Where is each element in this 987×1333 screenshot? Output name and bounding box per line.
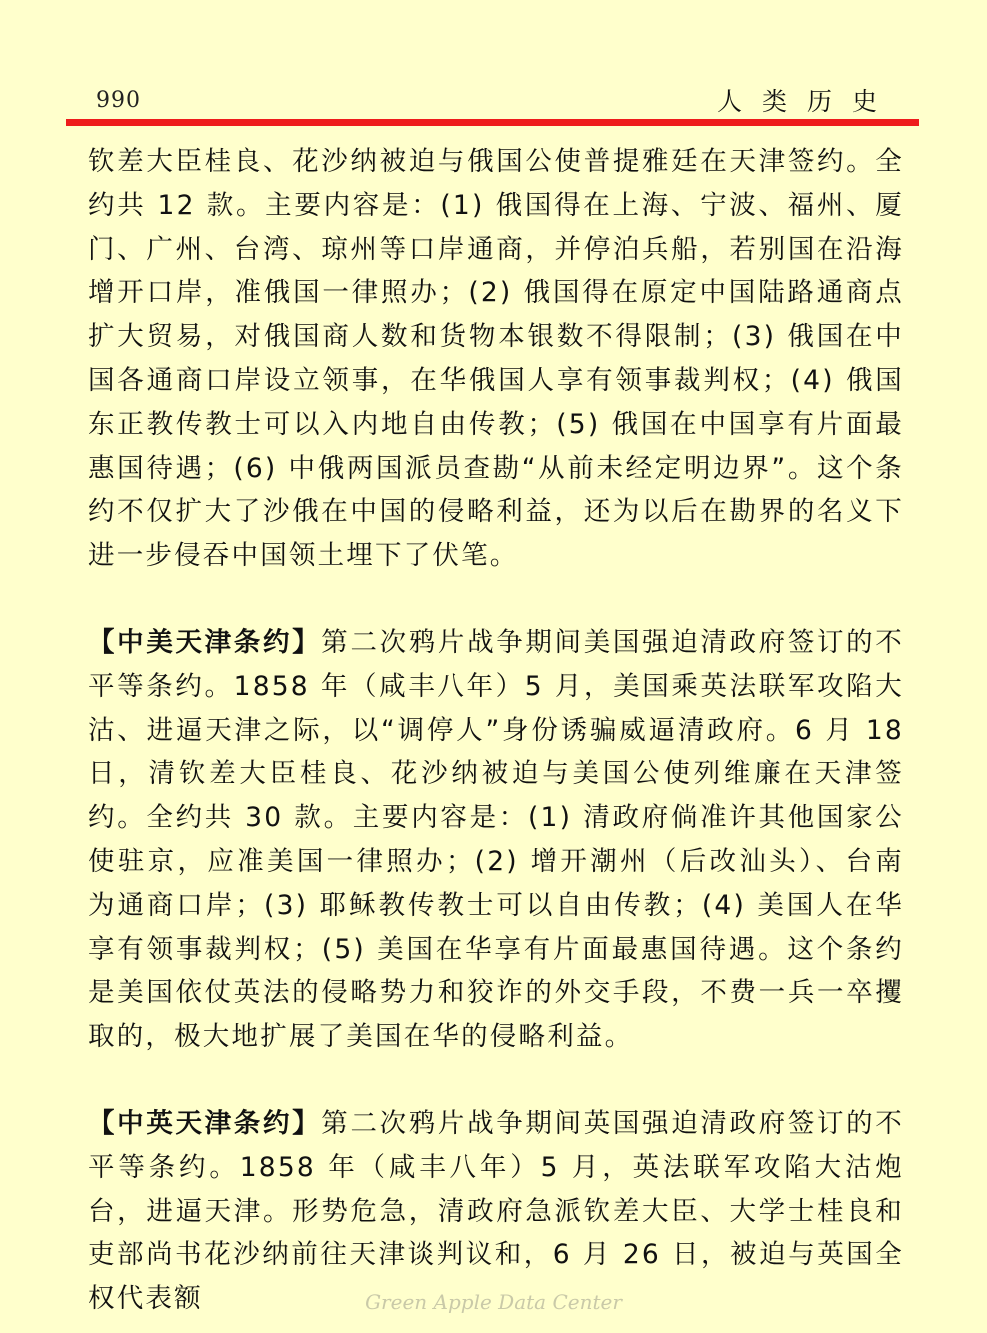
- paragraph-text: 第二次鸦片战争期间英国强迫清政府签订的不平等条约。1858 年（咸丰八年）5 月，英法联军攻陷大沽炮台，进逼天津。形势危急，清政府急派钦差大臣、大学士桂良和吏部尚书花沙纳前往天津谈判议和，6 月 26 日，被迫与英国全权代表额: [88, 1107, 905, 1315]
- header-rule: [66, 119, 919, 126]
- paragraph-text: 钦差大臣桂良、花沙纳被迫与俄国公使普提雅廷在天津签约。全约共 12 款。主要内容是：(1) 俄国得在上海、宁波、福州、厦门、广州、台湾、琼州等口岸通商，并停泊兵船，若别国在沿海增开口岸，准俄国一律照办；(2) 俄国得在原定中国陆路通商点扩大贸易，对俄国商人数和货物本银数不得限制；(3) 俄国在中国各通商口岸设立领事，在华俄国人享有领事裁判权；(4) 俄国东正教传教士可以入内地自由传教；(5) 俄国在中国享有片面最惠国待遇；(6) 中俄两国派员查勘“从前未经定明边界”。这个条约不仅扩大了沙俄在中国的侵略利益，还为以后在勘界的名义下进一步侵吞中国领土埋下了伏笔。: [88, 146, 904, 572]
- entry-title-us-treaty: 【中美天津条约】: [88, 626, 322, 658]
- paragraph-uk-treaty: [88, 1102, 904, 1321]
- page-number: 990: [96, 88, 141, 113]
- paragraph-russia-treaty: [88, 140, 904, 578]
- running-title: 人类历史: [716, 87, 897, 116]
- page-body: [88, 140, 904, 1321]
- page-header: [0, 0, 987, 130]
- entry-title-uk-treaty: 【中英天津条约】: [88, 1107, 322, 1139]
- paragraph-text: 第二次鸦片战争期间美国强迫清政府签订的不平等条约。1858 年（咸丰八年）5 月，美国乘英法联军攻陷大沽、进逼天津之际，以“调停人”身份诱骗威逼清政府。6 月 18 日，清钦差大臣桂良、花沙纳被迫与美国公使列维廉在天津签约。全约共 30 款。主要内容是：(1) 清政府倘准许其他国家公使驻京，应准美国一律照办；(2) 增开潮州（后改汕头）、台南为通商口岸；(3) 耶稣教传教士可以自由传教；(4) 美国人在华享有领事裁判权；(5) 美国在华享有片面最惠国待遇。这个条约是美国依仗英法的侵略势力和狡诈的外交手段，不费一兵一卒攫取的，极大地扩展了美国在华的侵略利益。: [88, 626, 905, 1053]
- paragraph-us-treaty: [88, 621, 904, 1059]
- watermark: Green Apple Data Center: [365, 1290, 622, 1314]
